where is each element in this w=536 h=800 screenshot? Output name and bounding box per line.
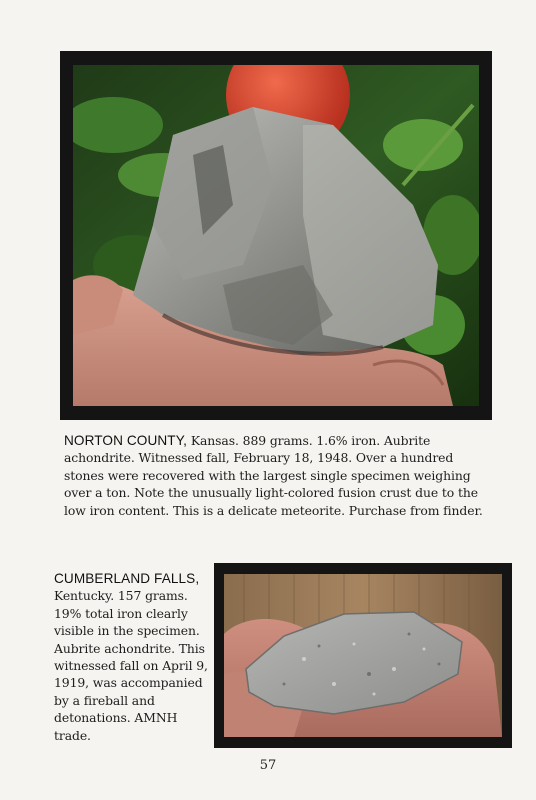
cumberland-falls-photo-frame (214, 563, 512, 748)
specimen-name: CUMBERLAND FALLS, (54, 571, 200, 586)
cumberland-falls-caption (54, 570, 214, 744)
norton-county-caption (64, 432, 494, 519)
specimen-description: Kansas. 889 grams. 1.6% iron. Aubrite achondrite. Witnessed fall, February 18, 1948. Over a hundred stones were recovered with the largest single specimen weighing over a ton. Note the unusually light-colored fusion crust due to the low iron content. This is a delicate meteorite. Purchase from finder. (64, 433, 483, 518)
norton-county-photo (73, 65, 479, 406)
meteorite-slice-in-hand-image (224, 574, 502, 737)
specimen-name: NORTON COUNTY, (64, 433, 188, 448)
page-number: 57 (259, 758, 277, 773)
specimen-description: Kentucky. 157 grams. 19% total iron clearly visible in the specimen. Aubrite achondrite. This witnessed fall on April 9, 1919, was accompanied by a fireball and detonations. AMNH trade. (54, 588, 208, 743)
norton-county-photo-frame (60, 51, 492, 420)
meteorite-in-hand-image (73, 65, 479, 406)
cumberland-falls-photo (224, 574, 502, 737)
